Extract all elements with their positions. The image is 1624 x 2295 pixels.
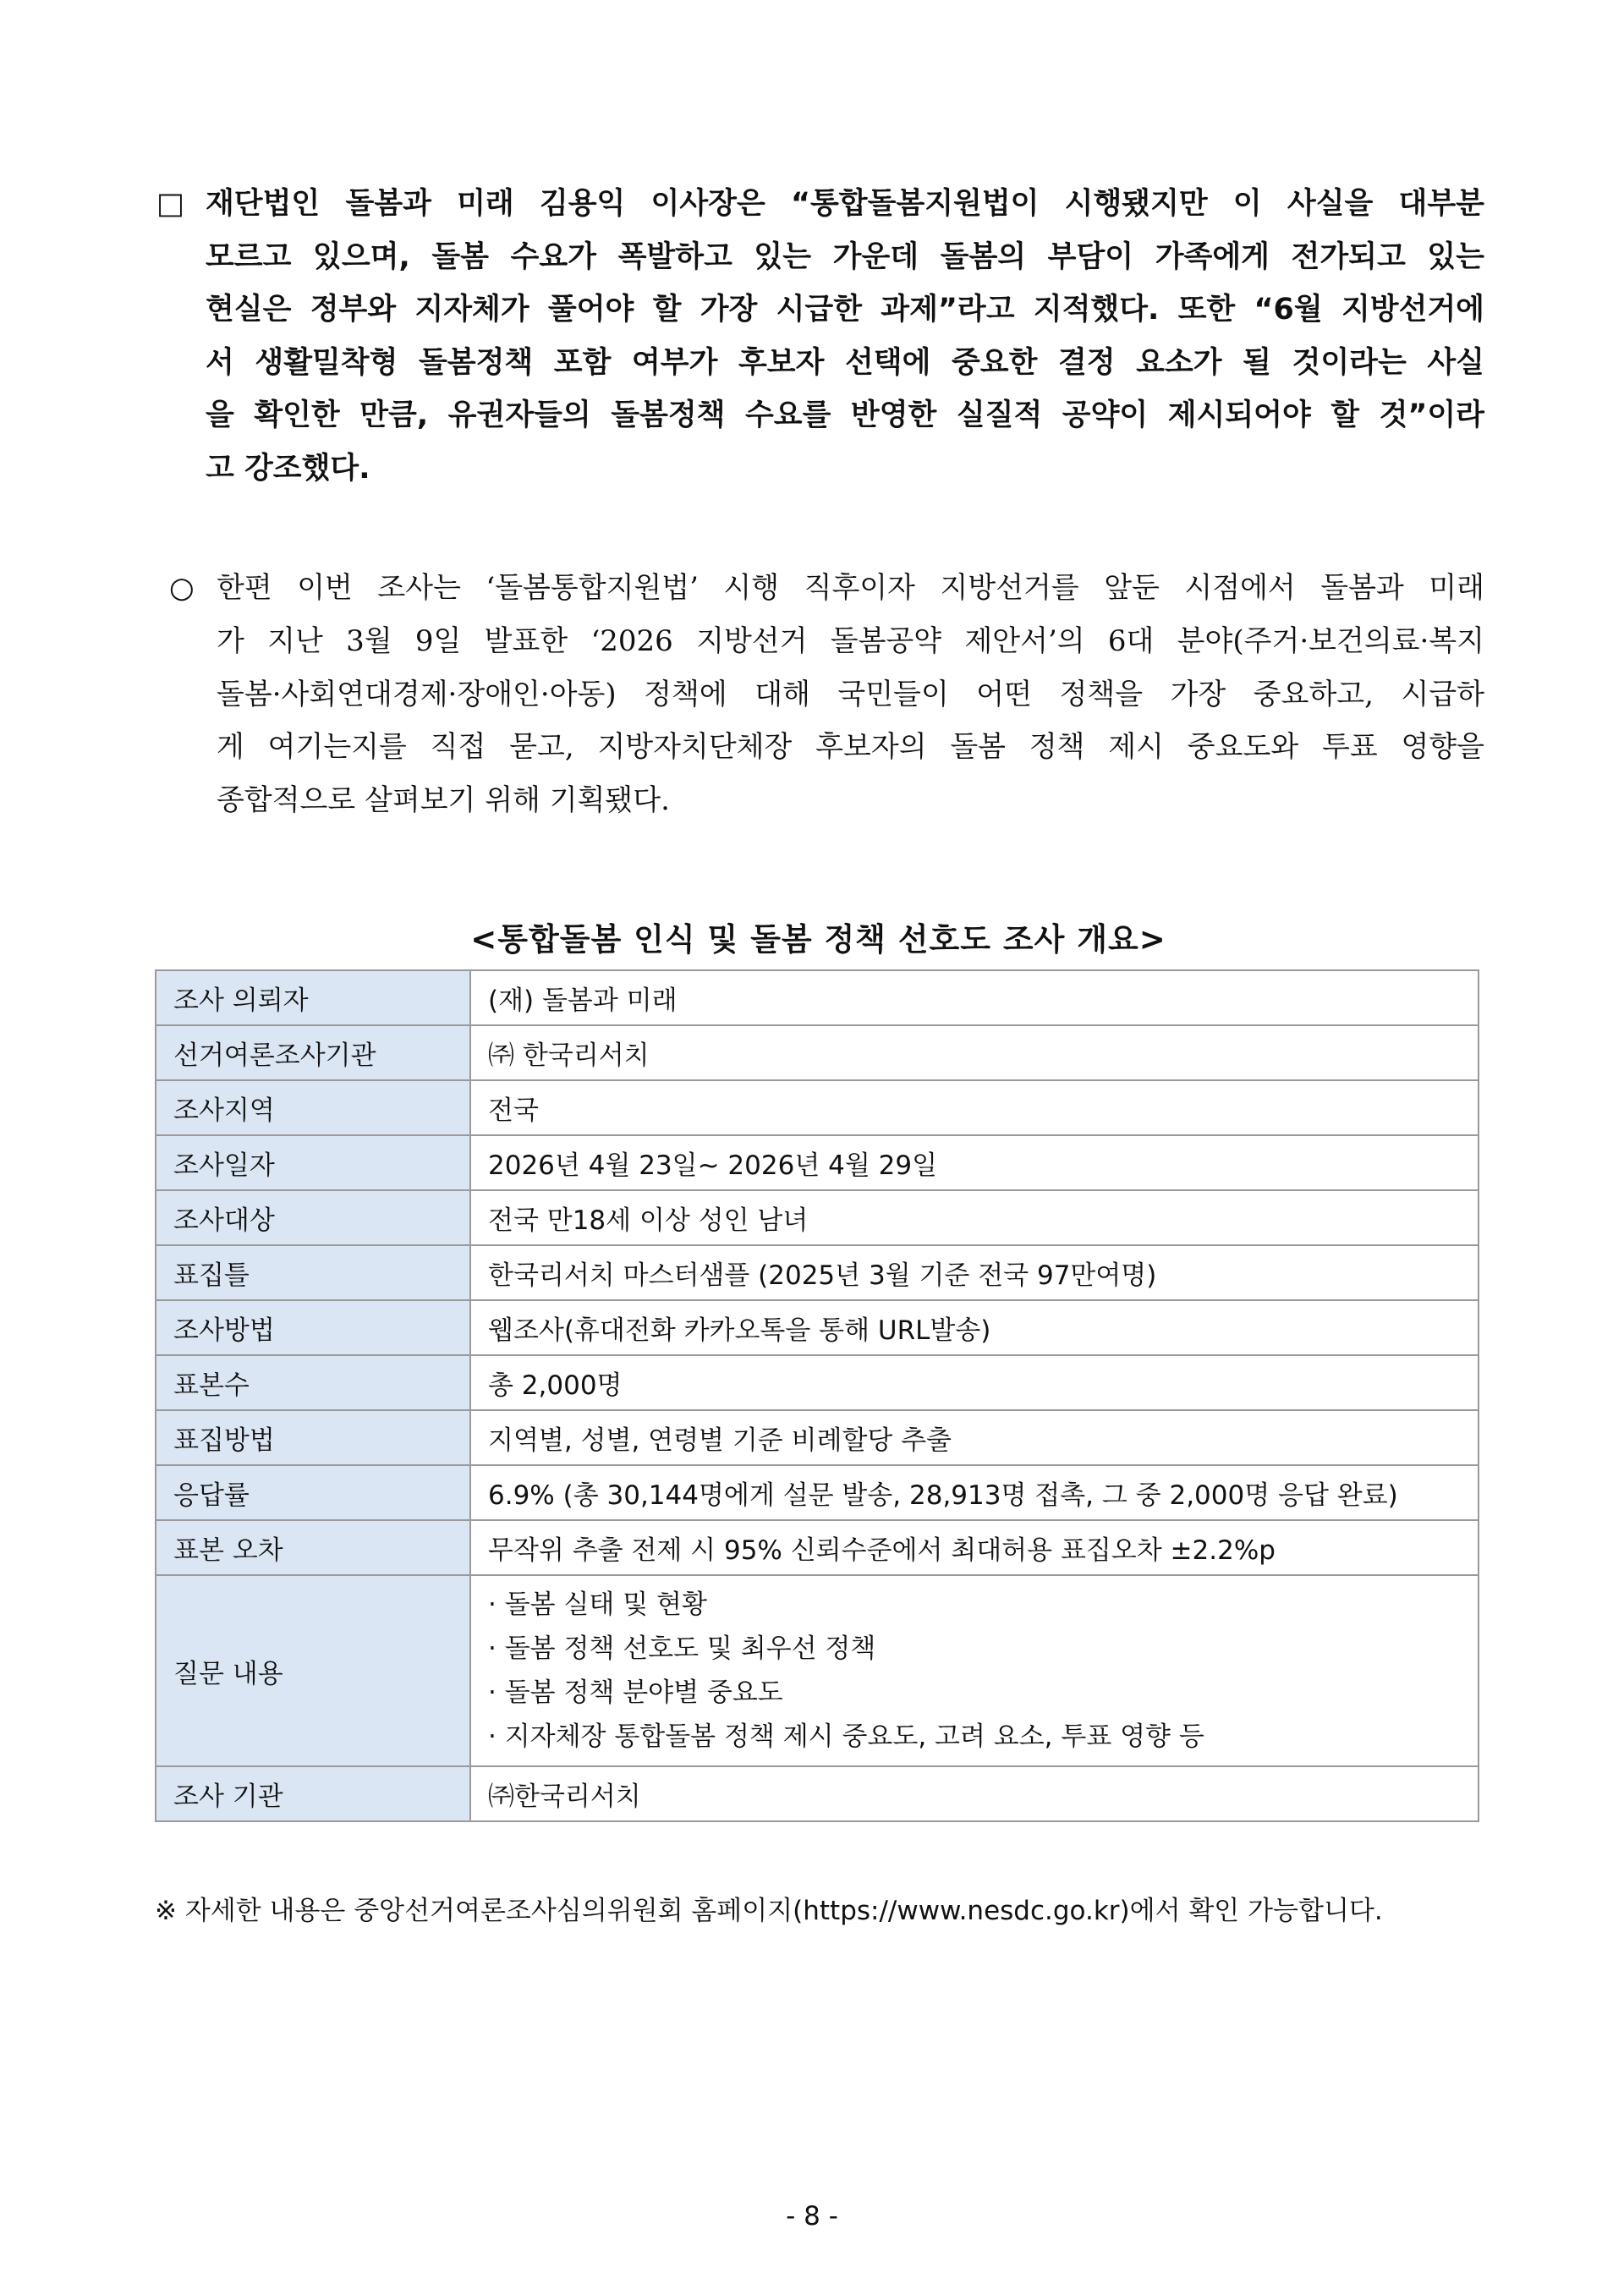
table-row [156,1520,1479,1575]
table-row [156,970,1479,1025]
table-row [156,1245,1479,1300]
paragraph-line: 을 확인한 만큼, 유권자들의 돌봄정책 수요를 반영한 실질적 공약이 제시되어야 할 것”이라 [206,398,1484,432]
table-row [156,1766,1479,1821]
row-value: (재) 돌봄과 미래 [470,970,1479,1025]
row-label: 표본수 [156,1355,470,1410]
footnote: ※ 자세한 내용은 중앙선거여론조사심의위원회 홈페이지(https://www.nesdc.go.kr)에서 확인 가능합니다. [155,1896,1383,1926]
paragraph-line: 게 여기는지를 직접 묻고, 지방자치단체장 후보자의 돌봄 정책 제시 중요도와 투표 영향을 [217,730,1484,765]
question-item: · 돌봄 실태 및 현황 [488,1589,707,1620]
survey-overview-table [155,969,1479,1822]
row-value: 6.9% (총 30,144명에게 설문 발송, 28,913명 접촉, 그 중 2,000명 응답 완료) [470,1465,1479,1520]
row-label: 조사대상 [156,1190,470,1245]
paragraph-line: 돌봄·사회연대경제·장애인·아동) 정책에 대해 국민들이 어떤 정책을 가장 중요하고, 시급하 [217,677,1484,711]
row-value: 총 2,000명 [470,1355,1479,1410]
paragraph-line: 한편 이번 조사는 ‘돌봄통합지원법’ 시행 직후이자 지방선거를 앞둔 시점에서 돌봄과 미래 [217,571,1484,605]
circle-bullet-icon: ○ [169,571,195,605]
table-row [156,1080,1479,1135]
paragraph-line: 가 지난 3월 9일 발표한 ‘2026 지방선거 돌봄공약 제안서’의 6대 분야(주거·보건의료·복지 [217,623,1484,658]
row-label: 표본 오차 [156,1520,470,1575]
table-row [156,1300,1479,1355]
row-label: 조사 의뢰자 [156,970,470,1025]
paragraph-line: 종합적으로 살펴보기 위해 기획됐다. [217,783,670,818]
row-label: 표집방법 [156,1410,470,1465]
table-title: <통합돌봄 인식 및 돌봄 정책 선호도 조사 개요> [470,921,1166,958]
question-item: · 돌봄 정책 분야별 중요도 [488,1677,783,1708]
paragraph-line: 재단법인 돌봄과 미래 김용익 이사장은 “통합돌봄지원법이 시행됐지만 이 사실을 대부분 [206,187,1484,221]
row-value: 지역별, 성별, 연령별 기준 비례할당 추출 [470,1410,1479,1465]
square-bullet-icon: □ [156,187,185,221]
questions-list [470,1575,1479,1766]
paragraph-survey-purpose [169,562,1484,827]
row-label: 조사일자 [156,1135,470,1190]
paragraph-line: 서 생활밀착형 돌봄정책 포함 여부가 후보자 선택에 중요한 결정 요소가 될 것이라는 사실 [206,345,1484,380]
row-value: ㈜한국리서치 [470,1766,1479,1821]
row-label: 선거여론조사기관 [156,1025,470,1080]
page-number: - 8 - [786,2201,838,2232]
paragraph-chairman-quote [156,178,1484,495]
row-value: 2026년 4월 23일~ 2026년 4월 29일 [470,1135,1479,1190]
table-row [156,1135,1479,1190]
table-row-questions [156,1575,1479,1766]
table-row [156,1410,1479,1465]
row-label: 조사지역 [156,1080,470,1135]
paragraph-line: 현실은 정부와 지자체가 풀어야 할 가장 시급한 과제”라고 지적했다. 또한 “6월 지방선거에 [206,293,1484,327]
paragraph-line: 고 강조했다. [206,451,370,486]
row-value: 전국 만18세 이상 성인 남녀 [470,1190,1479,1245]
row-value: 한국리서치 마스터샘플 (2025년 3월 기준 전국 97만여명) [470,1245,1479,1300]
row-value: 무작위 추출 전제 시 95% 신뢰수준에서 최대허용 표집오차 ±2.2%p [470,1520,1479,1575]
row-label: 질문 내용 [156,1575,470,1766]
row-value: 웹조사(휴대전화 카카오톡을 통해 URL발송) [470,1300,1479,1355]
row-value: ㈜ 한국리서치 [470,1025,1479,1080]
table-row [156,1025,1479,1080]
table-row [156,1190,1479,1245]
question-item: · 지자체장 통합돌봄 정책 제시 중요도, 고려 요소, 투표 영향 등 [488,1721,1204,1752]
table-row [156,1355,1479,1410]
paragraph-line: 모르고 있으며, 돌봄 수요가 폭발하고 있는 가운데 돌봄의 부담이 가족에게 전가되고 있는 [206,239,1484,274]
row-label: 조사방법 [156,1300,470,1355]
question-item: · 돌봄 정책 선호도 및 최우선 정책 [488,1633,876,1664]
row-label: 응답률 [156,1465,470,1520]
row-value: 전국 [470,1080,1479,1135]
row-label: 조사 기관 [156,1766,470,1821]
row-label: 표집틀 [156,1245,470,1300]
table-row [156,1465,1479,1520]
